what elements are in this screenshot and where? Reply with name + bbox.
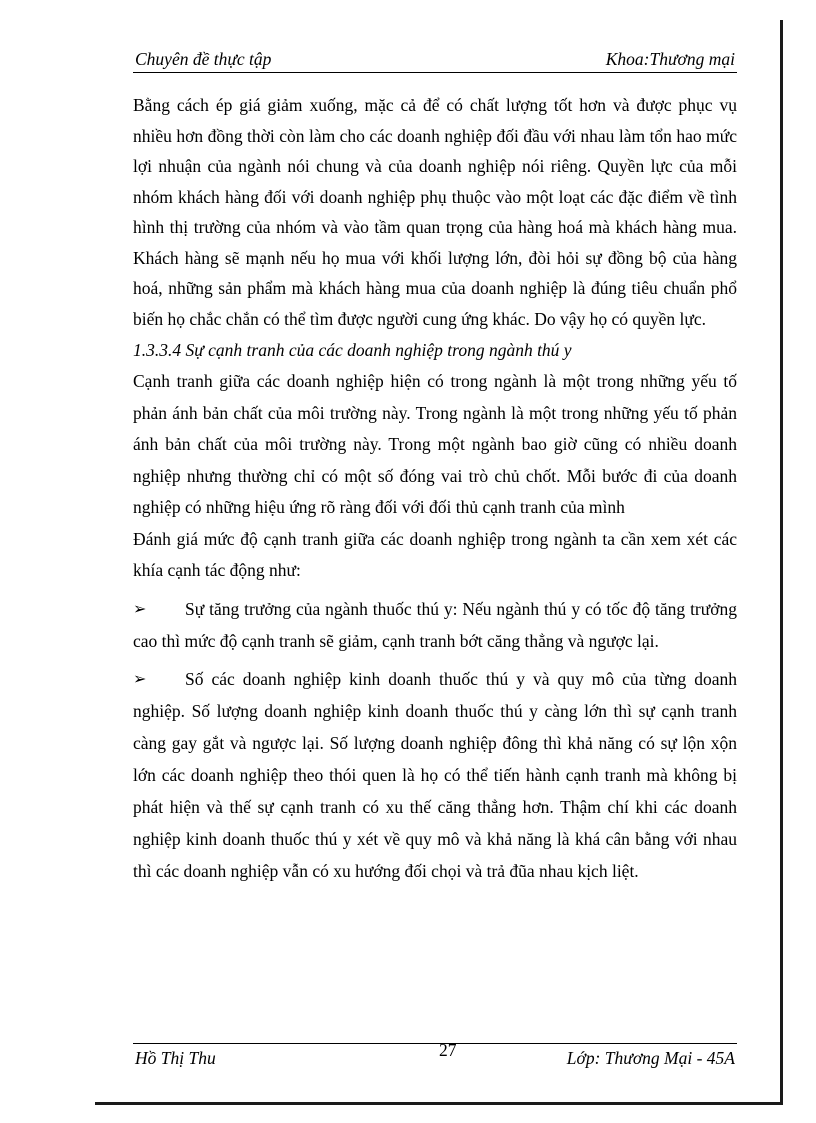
arrow-bullet-icon: ➢ [133, 668, 147, 688]
footer-class: Lớp: Thương Mại - 45A [566, 1048, 735, 1068]
header-department: Khoa:Thương mại [605, 49, 735, 69]
header-title: Chuyên đề thực tập [135, 49, 272, 69]
bullet-item-growth [133, 593, 737, 657]
bullet-text: Sự tăng trưởng của ngành thuốc thú y: Nếu ngành thú y có tốc độ tăng trưởng cao thì mức độ cạnh tranh sẽ giảm, cạnh tranh bớt căng thẳng và ngược lại. [133, 598, 737, 651]
page-number: 27 [439, 1040, 457, 1060]
page-footer [133, 1040, 737, 1074]
paragraph-evaluation: Đánh giá mức độ cạnh tranh giữa các doanh nghiệp trong ngành ta cần xem xét các khía cạnh tác động như: [133, 528, 737, 580]
page-header [133, 48, 737, 73]
bullet-text: Số các doanh nghiệp kinh doanh thuốc thú y và quy mô của từng doanh nghiệp. Số lượng doanh nghiệp kinh doanh thuốc thú y càng lớn thì sự cạnh tranh càng gay gắt và ngược lại. Số lượng doanh nghiệp đông thì khả năng có sự lộn xộn lớn các doanh nghiệp theo thói quen là họ có thể tiến hành cạnh tranh mà không bị phát hiện và thế sự cạnh tranh có xu thế căng thẳng hơn. Thậm chí khi các doanh nghiệp kinh doanh thuốc thú y xét về quy mô và khả năng là khá cân bằng với nhau thì các doanh nghiệp vẫn có xu hướng đối chọi và trả đũa nhau kịch liệt. [133, 668, 737, 881]
footer-author: Hồ Thị Thu [135, 1048, 216, 1068]
document-body [133, 90, 737, 887]
bullet-item-number-of-firms [133, 663, 737, 887]
arrow-bullet-icon: ➢ [133, 598, 147, 618]
paragraph-competition: Cạnh tranh giữa các doanh nghiệp hiện có trong ngành là một trong những yếu tố phản ánh bản chất của môi trường này. Trong ngành là một trong những yếu tố phản ánh bản chất của môi trường này. Trong một ngành bao giờ cũng có nhiều doanh nghiệp nhưng thường chỉ có một số đóng vai trò chủ chốt. Mỗi bước đi của doanh nghiệp có những hiệu ứng rõ ràng đối với đối thủ cạnh tranh của mình [133, 371, 737, 517]
section-heading: 1.3.3.4 Sự cạnh tranh của các doanh nghiệp trong ngành thú y [133, 340, 572, 360]
paragraph-customer-power: Bằng cách ép giá giảm xuống, mặc cả để có chất lượng tốt hơn và được phục vụ nhiều hơn đồng thời còn làm cho các doanh nghiệp đối đầu với nhau làm tổn hao mức lợi nhuận của ngành nói chung và của doanh nghiệp nói riêng. Quyền lực của mỗi nhóm khách hàng đối với doanh nghiệp phụ thuộc vào một loạt các đặc điểm về tình hình thị trường của nhóm và vào tầm quan trọng của hàng hoá mà khách hàng mua. Khách hàng sẽ mạnh nếu họ mua với khối lượng lớn, đòi hỏi sự đồng bộ của hàng hoá, những sản phẩm mà khách hàng mua của doanh nghiệp là đúng tiêu chuẩn phổ biến họ chắc chắn có thể tìm được người cung ứng khác. Do vậy họ có quyền lực. [133, 95, 737, 329]
